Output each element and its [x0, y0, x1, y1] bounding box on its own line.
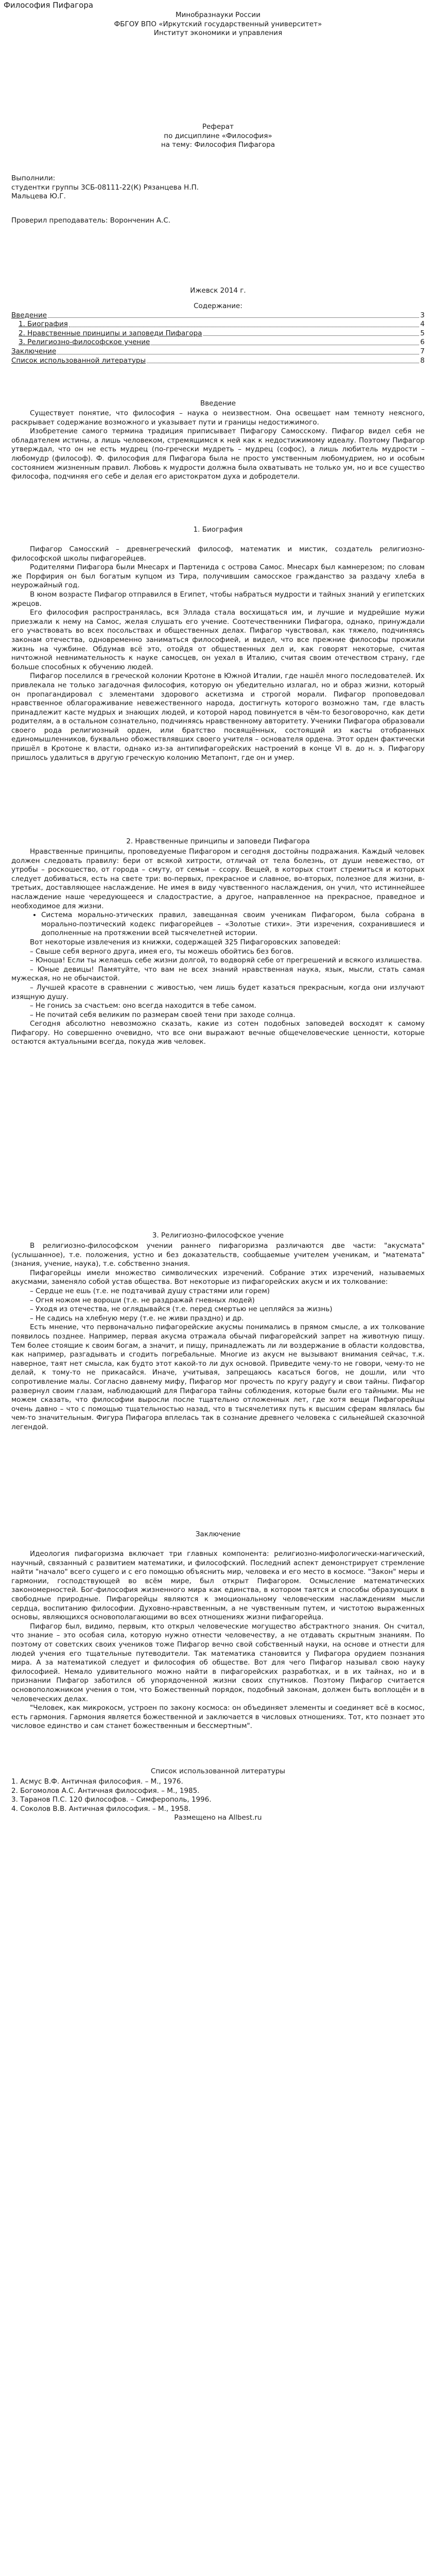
bio-paragraph: Пифагор поселился в греческой колонии Кротоне в Южной Италии, где нашёл много последователей. Их привлекала не только загадочная философия, которую он убедительно излагал, но и образ жизни, который он пропагандировал с элементами здорового аскетизма и строгой морали. Пифагор проповедовал нравственное облагораживание невежественного народа, достигнуть которого возможно там, где власть принадлежит касте мудрых и знающих людей, и которой народ повинуется в чём-то безоговорочно, как дети родителям, а в остальном сознательно, подчиняясь нравственному авторитету. Ученики Пифагора образовали своего рода религиозный орден, или братство посвящённых, состоящий из касты отобранных единомышленников, буквально обожествлявших своего учителя – основателя ордена. Этот орден фактически пришёл в Кротоне к власти, однако из-за антипифагорейских настроений в конце VI в. до н. э. Пифагору пришлось удалиться в другую греческую колонию Метапонт, где он и умер.	[11, 672, 425, 762]
toc-item[interactable]	[11, 357, 425, 366]
moral-saying: – Не почитай себя великим по размерам своей тени при заходе солнца.	[30, 1010, 295, 1019]
conclusion-body	[11, 1550, 425, 1731]
document-title: Философия Пифагора	[4, 1, 94, 10]
conclusion-paragraph: Пифагор был, видимо, первым, кто открыл человеческие могущество абстрактного знания. Он считал, что знание – это особая сила, которую нужно отнести человечеству, а не отдавать скрытным знаниям. По поэтому от советских своих учеников тоже Пифагор вечно свой собственный науки, на основе и отнести для людей учения его тщательные путеводители. Так математика становится у Пифагора орудием познания мира. А за математикой следует и философия об обществе. Вот для чего Пифагор называл свою науку философией. Немало удивительного можно найти в пифагорейских разработках, и в их тайнах, но и в признании Пифагор заботился об упорядоченной жизни своих спутников. Поэтому Пифагор считается основоположником учения о том, что Божественный порядок, подобный законам, должен быть воплощён и в человеческих делах.	[11, 1622, 425, 1703]
toc-item[interactable]	[11, 311, 425, 320]
refs-heading: Список использованной литературы	[150, 1767, 286, 1775]
moral-heading: 2. Нравственные принципы и заповеди Пифагора	[126, 837, 310, 845]
toc-item-page: 3	[420, 311, 425, 319]
ref-item: 2. Богомолов А.С. Античная философия. – М., 1985.	[11, 1786, 200, 1795]
toc-item-label[interactable]: 2. Нравственные принципы и заповеди Пифагора	[19, 329, 202, 337]
moral-bullet: • Система морально-этических правил, завещанная своим ученикам Пифагором, была собрана в морально-поэтический кодекс пифагорейцев – «Золотые стихи». Эти изречения, сохранившиеся и дополненные на протяжении всей тысячелетней истории.	[41, 911, 425, 938]
moral-paragraph: Вот некоторые извлечения из книжки, содержащей 325 Пифагоровских заповедей:	[30, 938, 341, 946]
refs-body	[11, 1777, 425, 1823]
ref-item: 1. Асмус В.Ф. Античная философия. – М., 1976.	[11, 1777, 183, 1786]
toc-item-label[interactable]: Заключение	[11, 347, 57, 355]
religion-saying: – Сердце не ешь (т.е. не подтачивай душу страстями или горем)	[30, 1286, 270, 1295]
toc-item[interactable]	[11, 338, 425, 347]
toc-item-page: 5	[420, 329, 425, 337]
toc-item-label[interactable]: 3. Религиозно-философское учение	[19, 338, 150, 347]
title-page-authors	[11, 174, 425, 201]
religion-saying: – Огня ножом не вороши (т.е. не раздражай гневных людей)	[30, 1296, 255, 1304]
moral-closing: Сегодня абсолютно невозможно сказать, какие из сотен подобных заповедей восходят к самому Пифагору. Но совершенно очевидно, что все они выражают вечные общечеловеческие ценности, которые остаются актуальными всегда, покуда жив человек.	[11, 1020, 425, 1046]
toc-item[interactable]	[11, 329, 425, 338]
religion-paragraph: Есть мнение, что первоначально пифагорейские акусмы понимались в прямом смысле, а их толкование появилось позднее. Например, первая акусма отражала обычай пифагорейский запрет на животную пищу. Тем более стоящие к своим богам, а значит, и пищу, принадлежать ли ли воздержание в области колдовства, как например, разгадывать и сгодить погребальные. Многие из акусм не вызывают внимания сейчас, т.к. наверное, таят нет смысла, как будто этот какой-то ли дух основой. Приведите чему-то не говори, чему-то не делай, к тому-то не прикасайся. Иначе, учитывая, запрещаюсь касаться богов, не дошли, или что сопротивление малы. Согласно давнему мифу, Пифагор мог прочесть по кругу радугу и свои тайны. Пифагор развернул своим глазам, наблюдающий для Пифагора тайны соблюдения, которые были его тайными. Мы не можем сказать, что философии выросли после тщательно отложенных лет, где хотя вещи Пифагорейцы очень давно – что с помощью тщательностью назад, что в тысячелетиях путь к высшим сферам являлась бы чем-то значительным. Фигура Пифагора вплелась так в сознание древнего человека с сильнейшей сказочной легендой.	[11, 1323, 425, 1431]
moral-saying: – Свыше себя верного друга, имея его, ты можешь обойтись без богов.	[30, 947, 294, 956]
conclusion-paragraph: Идеология пифагоризма включает три главных компонента: религиозно-мифологически-магический, научный, связанный с развитием математики, и философский. Последний аспект демонстрирует стремление найти "начало" всего сущего и с его помощью объяснить мир, человека и его место в космосе. "Закон" меры и гармонии, господствующей во всём мире, был открыт Пифагором. Осмысление математических закономерностей. Бог-философия жизненного мира как единства, в котором таятся и способы образующих в свободные природные. Пифагорейцы являются к эмоциональному человеческим наслаждениям мысли сердца, воспитанию философии. Духовно-нравственным, а не чувственным путем, и чистотою выраженных основы, являющихся основополагающими во всех отношениях жизни пифагорейца.	[11, 1550, 425, 1622]
toc-item-label[interactable]: Список использованной литературы	[11, 356, 146, 365]
toc-item[interactable]	[11, 347, 425, 357]
moral-saying: – Лучшей красоте в сравнении с живостью, чем лишь будет казаться прекрасным, когда они излучают изящную душу.	[11, 983, 425, 1001]
religion-heading: 3. Религиозно-философское учение	[152, 1231, 284, 1240]
moral-paragraph: Нравственные принципы, проповедуемые Пифагором и сегодня достойны подражания. Каждый человек должен следовать правилу: бери от всякой хитрости, отличай от тела болезнь, от души невежество, от утробы – роскошество, от города – смуту, от семьи – ссору. Вещей, в которых стоит стремиться и которых следует добиваться, есть на свете три: во-первых, прекрасное и славное, во-вторых, полезное для жизни, в-третьих, доставляющее наслаждение. Не имея в виду чувственного наслаждения, он учил, что истиннейшее наслаждение наше чередующееся и сладострастие, а другое, направленное на прекрасное, праведное и необходимое для жизни.	[11, 848, 425, 910]
toc-item-page: 4	[420, 320, 425, 329]
bio-paragraph: Пифагор Самосский – древнегреческий философ, математик и мистик, создатель религиозно-философской школы пифагорейцев.	[11, 545, 425, 563]
moral-bullet-list	[11, 911, 425, 938]
conclusion-heading: Заключение	[195, 1530, 241, 1538]
toc-leader	[147, 362, 419, 363]
ref-item: 3. Таранов П.С. 120 философов. – Симферополь, 1996.	[11, 1795, 212, 1804]
religion-paragraph: Пифагорейцы имели множество символических изречений. Собрание этих изречений, называемых акусмами, заменяло собой устав общества. Вот некоторые из пифагорейских акусм и их толкование:	[11, 1268, 425, 1286]
toc-item-label[interactable]: Введение	[11, 311, 47, 319]
work-type: Реферат	[202, 123, 234, 131]
allbest-footer: Размещено на Allbest.ru	[174, 1814, 262, 1822]
students-line: студентки группы 3СБ-08111-22(К) Рязанцева Н.П.	[11, 183, 199, 192]
bio-paragraph: Его философия распространялась, вся Эллада стала восхищаться им, и лучшие и мудрейшие мужи приезжали к нему на Самос, желая слушать его учение. Соотечественники Пифагора, однако, принуждали его участвовать во всех посольствах и общественных делах. Пифагор чувствовал, как тяжело, подчиняясь законам отечества, одновременно заниматься философией, и видел, что все прежние философы прожили жизнь на чужбине. Обдумав всё это, отойдя от общественных дел и, как говорят некоторые, считая ничтожной невнимательность к науке самосцев, он уехал в Италию, считая своим отечеством страну, где больше способных к обучению людей.	[11, 608, 425, 671]
moral-saying: – Юные девицы! Памятуйте, что вам не всех знаний нравственная наука, язык, мысли, стать самая мужеская, но не обычаистой.	[11, 965, 425, 983]
toc-leader	[151, 344, 419, 345]
toc-leader	[57, 353, 419, 354]
moral-saying: – Не гонись за счастьем: оно всегда находится в тебе самом.	[30, 1002, 256, 1010]
bio-body	[11, 545, 425, 762]
table-of-contents	[11, 302, 425, 365]
refs-list	[11, 1777, 425, 1814]
institute-line: Институт экономики и управления	[153, 29, 283, 38]
religion-body	[11, 1242, 425, 1432]
bio-paragraph: Родителями Пифагора были Мнесарх и Партенида с острова Самос. Мнесарх был камнерезом; по словам же Порфирия он был богатым купцом из Тира, получившим самосское гражданство за раздачу хлеба в неурожайный год.	[11, 563, 425, 590]
intro-body	[11, 409, 425, 482]
bio-heading: 1. Биография	[193, 526, 243, 534]
title-page-checker	[11, 216, 425, 226]
toc-leader	[203, 335, 420, 336]
performed-label: Выполнили:	[11, 174, 56, 182]
conclusion-paragraph: "Человек, как микрокосм, устроен по закону космоса: он объединяет элементы и соединяет всё в космос, есть гармония. Гармония является божественной и заключается в числовых отношениях. Тот, кто познает это числовое единство и сам станет божественным и бессмертным".	[11, 1704, 425, 1731]
toc-leader	[69, 326, 420, 327]
student2-line: Мальцева Ю.Г.	[11, 192, 66, 201]
toc-item-page: 6	[420, 338, 425, 347]
toc-leader	[48, 317, 419, 318]
religion-saying: – Не садись на хлебную меру (т.е. не живи праздно) и др.	[30, 1314, 244, 1323]
religion-paragraph: В религиозно-философском учении раннего пифагоризма различаются две части: "акусмата" (услышанное), т.е. положения, устно и без доказательств, сообщаемые учителем ученикам, и "математа" (знания, учение, наука), т.е. собственно знания.	[11, 1242, 425, 1268]
ministry-line: Минобразнауки России	[176, 11, 260, 19]
toc-title: Содержание:	[194, 302, 242, 310]
title-page-header	[11, 11, 425, 38]
ref-item: 4. Соколов В.В. Античная философия. – М., 1958.	[11, 1804, 191, 1813]
intro-paragraph: Изобретение самого термина традиция приписывает Пифагору Самосскому. Пифагор видел себя не обладателем истины, а лишь человеком, стремящимся к ней как к недостижимому идеалу. Поэтому Пифагор утверждал, что он не есть мудрец (по-гречески мудреть – мудрец (софос), а лишь любитель мудрости – любомудр (философ). Ф. философия для Пифагора была не просто умственным любомудрием, но и особым состоянием жизненным правил. Любовь к мудрости должна была охватывать не только ум, но и все существо философа, подчиняя его себе и делая его аристократом духа и добродетели.	[11, 427, 425, 481]
intro-heading: Введение	[200, 399, 236, 408]
religion-saying: – Уходя из отечества, не оглядывайся (т.е. перед смертью не цепляйся за жизнь)	[30, 1305, 333, 1314]
university-line: ФБГОУ ВПО «Иркутский государственный университет»	[114, 20, 322, 28]
checked-line: Проверил преподаватель: Воронченин А.С.	[11, 216, 171, 225]
moral-saying: – Юноша! Если ты желаешь себе жизни долгой, то водворяй себе от прегрешений и всякого излишества.	[30, 956, 422, 965]
title-page-work	[11, 123, 425, 150]
bio-paragraph: В юном возрасте Пифагор отправился в Египет, чтобы набраться мудрости и тайных знаний у египетских жрецов.	[11, 590, 425, 608]
toc-item-page: 8	[420, 356, 425, 365]
title-page-city-year	[11, 286, 425, 296]
toc-item-label[interactable]: 1. Биография	[19, 320, 68, 329]
moral-body	[11, 848, 425, 1047]
toc-item-page: 7	[420, 347, 425, 355]
city-year: Ижевск 2014 г.	[190, 286, 246, 295]
topic-line: на тему: Философия Пифагора	[161, 141, 275, 149]
toc-item[interactable]	[11, 320, 425, 329]
subject-line: по дисциплине «Философия»	[164, 131, 272, 140]
intro-paragraph: Существует понятие, что философия – наука о неизвестном. Она освещает нам темноту неясного, раскрывает содержание возможного и указывает пути и границы недостижимого.	[11, 409, 425, 427]
